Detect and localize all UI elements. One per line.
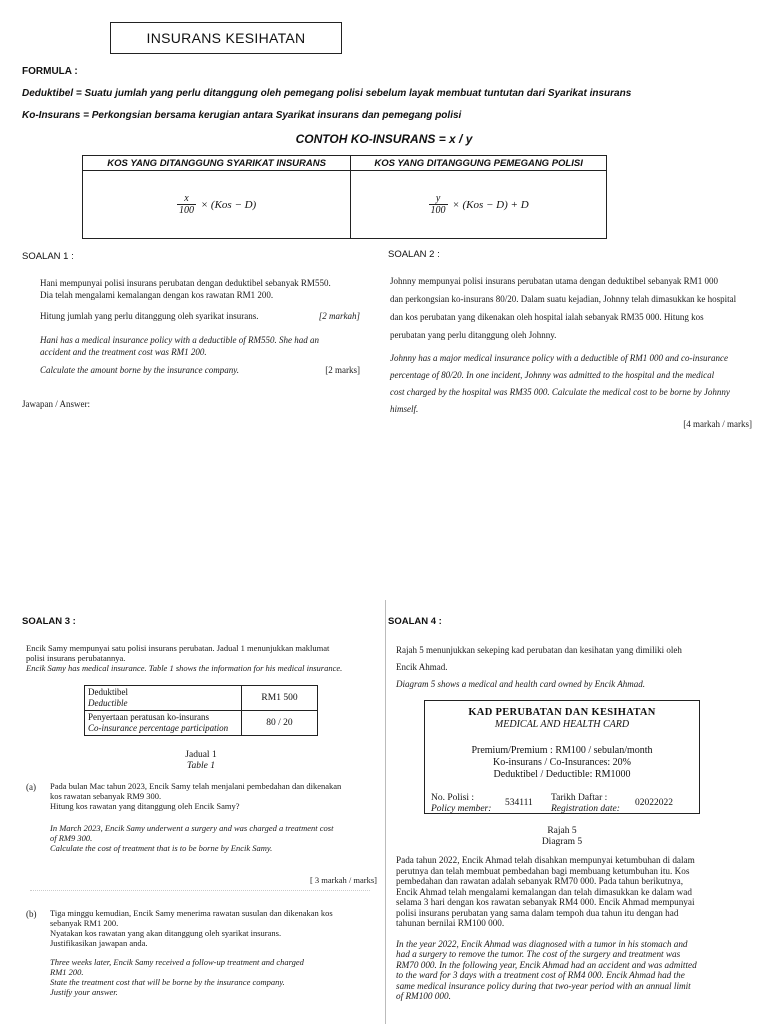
registration-date: 02022022: [635, 798, 673, 808]
formula-col2-header: KOS YANG DITANGGUNG PEMEGANG POLISI: [351, 156, 607, 171]
formula-label: FORMULA :: [22, 66, 78, 77]
formula-holder-cell: [351, 171, 607, 239]
q4-intro: [396, 642, 756, 693]
q3-table: [84, 685, 318, 736]
q3a-text: kos rawatan sebanyak RM9 300.: [50, 791, 162, 801]
diagram-caption: [424, 826, 700, 848]
q2-text: dan kos perubatan yang dikenakan oleh hospital ialah sebanyak RM35 000. Hitung kos: [390, 312, 704, 322]
policy-label: [431, 793, 491, 815]
q1-text: Dia telah mengalami kemalangan dengan kos rawatan RM1 200.: [40, 290, 274, 300]
diagram-caption-ms: Rajah 5: [547, 826, 577, 836]
q1-answer-label: Jawapan / Answer:: [22, 399, 90, 409]
q1-question: [40, 310, 360, 322]
q2-body: [390, 272, 752, 418]
column-divider: [385, 600, 386, 1024]
q1-question-en-text: Calculate the amount borne by the insurance company.: [40, 365, 239, 375]
card-title: KAD PERUBATAN DAN KESIHATAN: [468, 707, 656, 718]
policy-label-en: Policy member:: [431, 804, 492, 814]
q3a-label: (a): [26, 782, 36, 792]
q4-text-en: same medical insurance policy during that two-year period with an annual limit: [396, 980, 691, 991]
q3b-text-en: RM1 200.: [50, 967, 84, 977]
formula-col1-header: KOS YANG DITANGGUNG SYARIKAT INSURANS: [83, 156, 351, 171]
answer-line: [30, 890, 370, 891]
table-label-cell: [85, 686, 242, 711]
q4-text-en: Diagram 5 shows a medical and health card owned by Encik Ahmad.: [396, 679, 645, 689]
q3a-text-en: of RM9 300.: [50, 833, 93, 843]
q4-text-en: had a surgery to remove the tumor. The cost of the surgery and treatment was: [396, 949, 681, 959]
q1-text-en: accident and the treatment cost was RM1 200.: [40, 347, 207, 357]
fraction-numerator: x: [177, 193, 196, 205]
formula-expression: × (Kos − D) + D: [452, 198, 529, 211]
q3b-body: [50, 908, 380, 997]
q1-mark: [2 markah]: [318, 311, 360, 321]
q4-text-en: In the year 2022, Encik Ahmad was diagnosed with a tumor in his stomach and: [396, 938, 688, 949]
deductible-definition: Deduktibel = Suatu jumlah yang perlu ditanggung oleh pemegang polisi sebelum layak membuat tuntutan dari Syarikat insurans: [22, 88, 632, 99]
q4-text: selama 3 hari dengan kos rawatan sebanyak RM4 000. Encik Ahmad mempunyai: [396, 897, 695, 907]
q2-text: perubatan yang perlu ditanggung oleh Johnny.: [390, 330, 557, 340]
q2-text-en: percentage of 80/20. In one incident, Johnny was admitted to the hospital and the medical: [390, 370, 715, 380]
q4-text-en: to the ward for 3 days with a treatment cost of RM4 000. Encik Ahmad had the: [396, 970, 685, 980]
formula-fraction: [177, 193, 196, 216]
deductible-label: Deduktibel: [88, 687, 128, 697]
q2-text: dan perkongsian ko-insurans 80/20. Dalam suatu kejadian, Johnny telah dimasukkan ke hospital: [390, 294, 737, 304]
fraction-denominator: 100: [430, 205, 446, 216]
q3b-text-en: Justify your answer.: [50, 987, 118, 997]
q4-text: Pada tahun 2022, Encik Ahmad telah disahkan mempunyai ketumbuhan di dalam: [396, 855, 695, 865]
card-coinsurance: Ko-insurans / Co-Insurances: 20%: [492, 757, 632, 768]
q3-text-en: Encik Samy has medical insurance. Table 1 shows the information for his medical insurance.: [26, 663, 343, 673]
diagram-caption-en: Diagram 5: [541, 837, 583, 847]
policy-number: 534111: [505, 798, 533, 808]
example-title: CONTOH KO-INSURANS = x / y: [295, 132, 473, 146]
q1-text: Hani mempunyai polisi insurans perubatan dengan deduktibel sebanyak RM550.: [40, 278, 331, 288]
deductible-label-en: Deductible: [88, 698, 128, 708]
table-label-cell: [85, 711, 242, 736]
q4-text: Encik Ahmad.: [396, 662, 448, 672]
card-deductible: Deduktibel / Deductible: RM1000: [493, 769, 631, 780]
q3b-text-en: Three weeks later, Encik Samy received a follow-up treatment and charged: [50, 957, 304, 967]
q3b-label: (b): [26, 909, 37, 919]
card-title-en: MEDICAL AND HEALTH CARD: [494, 719, 630, 730]
q4-text: pembedahan dan rawatan adalah sebanyak RM70 000. Pada tahun berikutnya,: [396, 876, 684, 886]
q4-text: Rajah 5 menunjukkan sekeping kad perubatan dan kesihatan yang dimiliki oleh: [396, 645, 682, 655]
formula-expression: × (Kos − D): [200, 198, 257, 211]
q3b-text: Tiga minggu kemudian, Encik Samy menerima rawatan susulan dan dikenakan kos: [50, 908, 333, 918]
page-title: INSURANS KESIHATAN: [110, 22, 342, 54]
q1-question-text: Hitung jumlah yang perlu ditanggung oleh syarikat insurans.: [40, 311, 259, 321]
q4-text: perutnya dan telah membuat pembedahan bagi membuang ketumbuhan itu. Kos: [396, 865, 690, 876]
policy-label-ms: No. Polisi :: [431, 793, 475, 803]
q3b-text: sebanyak RM1 200.: [50, 918, 119, 928]
coinsurance-label-en: Co-insurance percentage participation: [88, 723, 229, 733]
q3-intro: [26, 643, 380, 673]
table-caption-ms: Jadual 1: [185, 750, 217, 760]
q2-text: Johnny mempunyai polisi insurans perubatan utama dengan deduktibel sebanyak RM1 000: [390, 276, 718, 286]
coinsurance-value: 80 / 20: [242, 711, 318, 736]
q1-text-en: Hani has a medical insurance policy with a deductible of RM550. She had an: [40, 335, 319, 345]
q4-text-en: of RM100 000.: [396, 991, 451, 1001]
q4-text: Encik Ahmad telah mengalami kemalangan dan telah dimasukkan ke dalam wad: [396, 886, 692, 897]
card-premium: Premium/Premium : RM100 / sebulan/month: [471, 745, 653, 756]
q2-text-en: himself.: [390, 404, 419, 414]
q1-question-en: [40, 364, 360, 376]
fraction-denominator: 100: [178, 205, 194, 216]
q2-mark: [4 markah / marks]: [683, 419, 752, 429]
q3-text: Encik Samy mempunyai satu polisi insurans perubatan. Jadual 1 menunjukkan maklumat: [26, 643, 330, 653]
q1-mark-en: [2 marks]: [325, 365, 360, 375]
q3a-text: Pada bulan Mac tahun 2023, Encik Samy telah menjalani pembedahan dan dikenakan: [50, 781, 342, 791]
card-footer: [425, 793, 699, 819]
q4-body: [396, 855, 758, 1002]
q1-body: [40, 277, 360, 376]
table-caption: [84, 750, 318, 772]
q4-heading: SOALAN 4 :: [388, 616, 442, 627]
table-caption-en: Table 1: [187, 761, 215, 771]
fraction-numerator: y: [429, 193, 448, 205]
q1-heading: SOALAN 1 :: [22, 251, 74, 262]
deductible-value: RM1 500: [242, 686, 318, 711]
registration-label: [551, 793, 620, 815]
q2-heading: SOALAN 2 :: [388, 249, 440, 260]
formula-fraction: [429, 193, 448, 216]
q3a-body: [50, 781, 380, 853]
q2-text-en: cost charged by the hospital was RM35 000. Calculate the medical cost to be borne by Johnny: [390, 387, 730, 397]
q3a-text-en: In March 2023, Encik Samy underwent a surgery and was charged a treatment cost: [50, 823, 334, 833]
q3a-text-en: Calculate the cost of treatment that is to be borne by Encik Samy.: [50, 843, 273, 853]
coinsurance-definition: Ko-Insurans = Perkongsian bersama kerugian antara Syarikat insurans dan pemegang polisi: [22, 110, 462, 121]
q4-text: polisi insurans perubatan yang sama dalam tempoh dua tahun itu dengan had: [396, 907, 679, 918]
q3-heading: SOALAN 3 :: [22, 616, 76, 627]
q4-text: tahunan bernilai RM100 000.: [396, 918, 505, 928]
registration-label-en: Registration date:: [551, 804, 620, 814]
coinsurance-label: Penyertaan peratusan ko-insurans: [88, 712, 209, 722]
q3b-text: Nyatakan kos rawatan yang akan ditanggung oleh syarikat insurans.: [50, 928, 282, 938]
q3b-text: Justifikasikan jawapan anda.: [50, 938, 148, 948]
q2-text-en: Johnny has a major medical insurance policy with a deductible of RM1 000 and co-insurance: [390, 353, 728, 363]
q3-text: polisi insurans perubatannya.: [26, 653, 126, 663]
registration-label-ms: Tarikh Daftar :: [551, 793, 608, 803]
q3a-mark: [ 3 markah / marks]: [309, 875, 377, 885]
formula-table: [82, 155, 607, 239]
q3a-text: Hitung kos rawatan yang ditanggung oleh Encik Samy?: [50, 801, 240, 811]
q4-text-en: RM70 000. In the following year, Encik Ahmad had an accident and was admitted: [396, 959, 697, 970]
formula-insurer-cell: [83, 171, 351, 239]
q3b-text-en: State the treatment cost that will be borne by the insurance company.: [50, 977, 285, 987]
medical-card: [424, 700, 700, 814]
